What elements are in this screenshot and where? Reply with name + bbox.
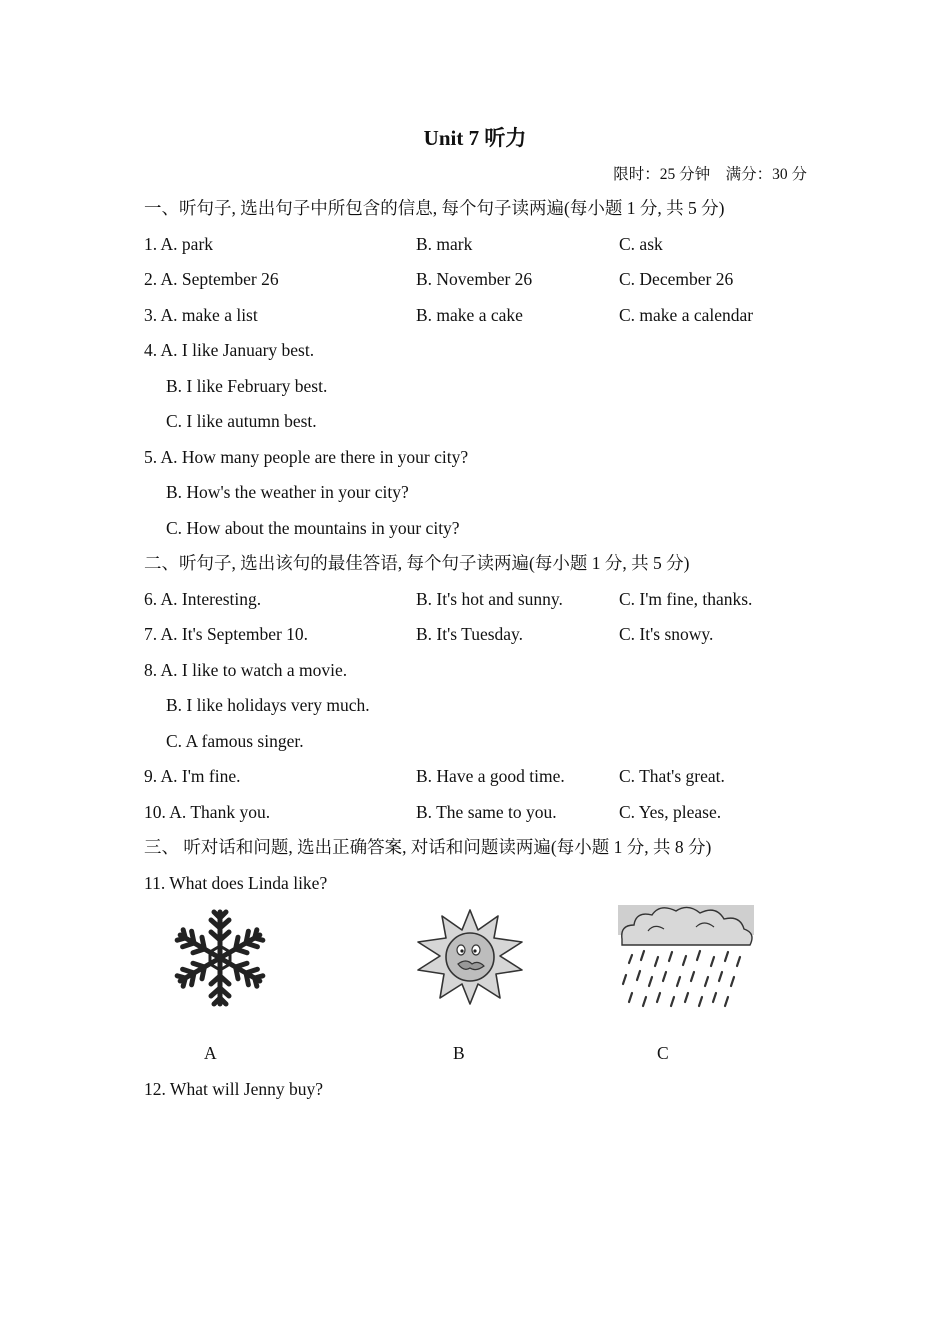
- q6-option-c: C. I'm fine, thanks.: [619, 589, 753, 609]
- q2-option-b: B. November 26: [416, 269, 533, 289]
- section2-heading: 二、听句子, 选出该句的最佳答语, 每个句子读两遍(每小题 1 分, 共 5 分): [144, 553, 690, 573]
- rain-cloud-icon: [618, 905, 754, 1011]
- q1-option-a: 1. A. park: [144, 234, 214, 254]
- q10-option-a: 10. A. Thank you.: [144, 802, 271, 822]
- q11-label-b: B: [453, 1043, 465, 1063]
- q5-option-b: B. How's the weather in your city?: [166, 482, 409, 502]
- q11-label-c: C: [657, 1043, 669, 1063]
- time-limit: 限时：25 分钟 满分：30 分: [613, 166, 807, 183]
- q7-option-b: B. It's Tuesday.: [416, 624, 524, 644]
- sun-icon: [414, 908, 526, 1006]
- q10-option-c: C. Yes, please.: [619, 802, 722, 822]
- q1-option-b: B. mark: [416, 234, 473, 254]
- q12-question: 12. What will Jenny buy?: [144, 1079, 324, 1099]
- q11-question: 11. What does Linda like?: [144, 873, 328, 893]
- q8-option-a: 8. A. I like to watch a movie.: [144, 660, 348, 680]
- q8-option-b: B. I like holidays very much.: [166, 695, 370, 715]
- q11-label-a: A: [204, 1043, 217, 1063]
- section1-heading: 一、听句子, 选出句子中所包含的信息, 每个句子读两遍(每小题 1 分, 共 5 分): [144, 198, 725, 218]
- q2-option-a: 2. A. September 26: [144, 269, 279, 289]
- q5-option-a: 5. A. How many people are there in your city?: [144, 447, 469, 467]
- q6-option-a: 6. A. Interesting.: [144, 589, 262, 609]
- q3-option-b: B. make a cake: [416, 305, 523, 325]
- q6-option-b: B. It's hot and sunny.: [416, 589, 563, 609]
- page-title: Unit 7 听力: [423, 126, 527, 150]
- snowflake-icon: [166, 906, 274, 1010]
- q9-option-c: C. That's great.: [619, 766, 725, 786]
- q2-option-c: C. December 26: [619, 269, 734, 289]
- q10-option-b: B. The same to you.: [416, 802, 557, 822]
- q4-option-a: 4. A. I like January best.: [144, 340, 315, 360]
- q4-option-b: B. I like February best.: [166, 376, 328, 396]
- q4-option-c: C. I like autumn best.: [166, 411, 317, 431]
- q9-option-b: B. Have a good time.: [416, 766, 565, 786]
- q7-option-c: C. It's snowy.: [619, 624, 714, 644]
- q3-option-a: 3. A. make a list: [144, 305, 258, 325]
- q7-option-a: 7. A. It's September 10.: [144, 624, 309, 644]
- q3-option-c: C. make a calendar: [619, 305, 754, 325]
- q8-option-c: C. A famous singer.: [166, 731, 304, 751]
- q5-option-c: C. How about the mountains in your city?: [166, 518, 460, 538]
- q9-option-a: 9. A. I'm fine.: [144, 766, 241, 786]
- section3-heading: 三、 听对话和问题, 选出正确答案, 对话和问题读两遍(每小题 1 分, 共 8 分): [144, 837, 712, 857]
- q1-option-c: C. ask: [619, 234, 663, 254]
